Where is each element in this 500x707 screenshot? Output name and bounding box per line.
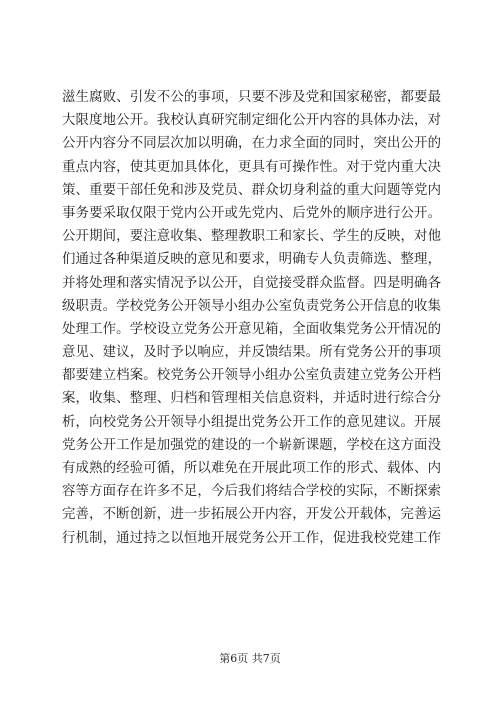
text-line: 重点内容，使其更加具体化，更具有可操作性。对于党内重大决 (62, 159, 442, 175)
text-line: 有成熟的经验可循，所以难免在开展此项工作的形式、载体、内 (62, 461, 442, 476)
text-line: 行机制，通过持之以恒地开展党务公开工作，促进我校党建工作 (62, 530, 442, 546)
text-line: 处理工作。学校设立党务公开意见箱，全面收集党务公开情况的 (62, 321, 442, 337)
text-line: 滋生腐败、引发不公的事项，只要不涉及党和国家秘密，都要最 (62, 90, 442, 105)
text-line: 意见、建议，及时予以响应，并反馈结果。所有党务公开的事项 (62, 345, 442, 361)
text-line: 析，向校党务公开领导小组提出党务公开工作的意见建议。开展 (62, 414, 442, 430)
text-line: 案，收集、整理、归档和管理相关信息资料，并适时进行综合分 (62, 391, 442, 407)
text-line: 容等方面存在许多不足，今后我们将结合学校的实际，不断探索 (62, 484, 442, 500)
document-body (62, 86, 442, 550)
text-line: 级职责。学校党务公开领导小组办公室负责党务公开信息的收集 (62, 298, 442, 314)
text-line: 事务要采取仅限于党内公开或先党内、后党外的顺序进行公开。 (62, 205, 442, 221)
text-line: 公开期间，要注意收集、整理教职工和家长、学生的反映，对他 (62, 229, 442, 245)
text-line: 党务公开工作是加强党的建设的一个崭新课题，学校在这方面没 (62, 437, 442, 453)
text-line: 策、重要干部任免和涉及党员、群众切身利益的重大问题等党内 (62, 182, 442, 198)
text-line: 大限度地公开。我校认真研究制定细化公开内容的具体办法，对 (62, 113, 442, 129)
page-number-footer: 第6页 共7页 (219, 652, 281, 665)
text-line: 们通过各种渠道反映的意见和要求，明确专人负责筛选、整理， (62, 252, 442, 268)
text-line: 公开内容分不同层次加以明确，在力求全面的同时，突出公开的 (62, 136, 442, 152)
text-line: 并将处理和落实情况予以公开，自觉接受群众监督。四是明确各 (62, 275, 442, 291)
text-line: 都要建立档案。校党务公开领导小组办公室负责建立党务公开档 (62, 368, 442, 384)
text-line: 完善，不断创新，进一步拓展公开内容，开发公开载体，完善运 (62, 507, 442, 523)
